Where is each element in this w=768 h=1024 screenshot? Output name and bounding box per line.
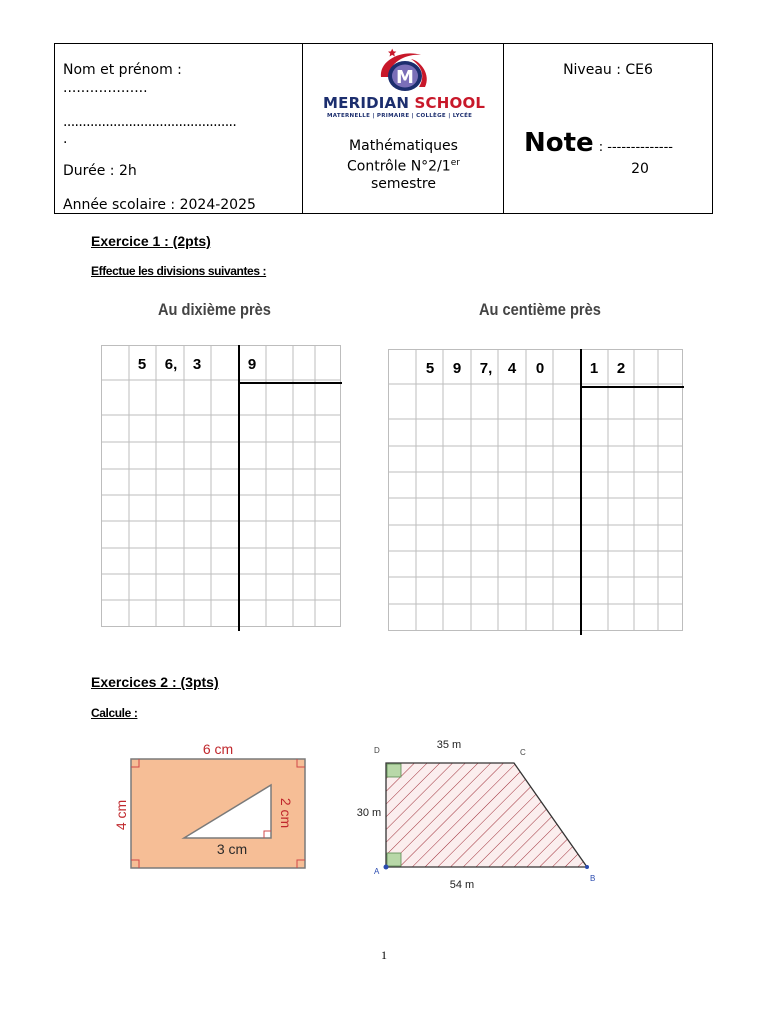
figure1-rectangle <box>108 738 312 874</box>
school-year: Année scolaire : 2024-2025 <box>63 197 256 213</box>
note-label: Note <box>524 128 594 158</box>
exercise1-instruction: Effectue les divisions suivantes : <box>91 264 267 278</box>
school-subject-cell <box>303 44 504 213</box>
division2-grid-lines <box>388 349 683 631</box>
name-label: Nom et prénom : <box>63 62 182 78</box>
header-table <box>54 43 713 214</box>
figure2-point-b <box>585 865 589 869</box>
figure2-left-label: 30 m <box>356 807 382 819</box>
logo-name-part1: MERIDIAN <box>323 94 410 112</box>
division1-grid-lines <box>101 345 341 627</box>
logo-subtitle: MATERNELLE | PRIMAIRE | COLLÈGE | LYCÉE <box>327 113 473 119</box>
division1-label: Au dixième près <box>158 300 271 319</box>
division2-dividend-digit: 9 <box>452 360 462 377</box>
division2-grid <box>388 349 685 636</box>
figure2-vertex-a: A <box>374 867 380 876</box>
semester-label: semestre <box>370 175 436 192</box>
figure1-triangle-right-label: 2 cm <box>278 797 294 829</box>
figure2-trapezoid <box>352 736 604 896</box>
exercise2-title: Exercices 2 : (3pts) <box>91 674 219 690</box>
test-superscript: er <box>450 158 460 168</box>
division1-grid <box>101 345 343 631</box>
logo-emblem-icon <box>375 47 435 95</box>
name-dots-line-3: . <box>63 131 68 147</box>
division2-dividend-digit: 4 <box>507 360 517 377</box>
division2-label: Au centième près <box>479 300 601 319</box>
logo-monogram: M <box>396 67 414 88</box>
figure2-vertex-c: C <box>520 748 526 757</box>
level-label: Niveau : CE6 <box>563 62 653 78</box>
exercise1-title: Exercice 1 : (2pts) <box>91 233 211 249</box>
note-total: 20 <box>631 161 649 177</box>
duration: Durée : 2h <box>63 163 137 179</box>
logo-school-name <box>323 94 485 112</box>
subject-block <box>303 138 504 193</box>
page-number: 1 <box>381 948 387 962</box>
name-dots-line-2: ............................................. <box>63 114 237 130</box>
school-logo <box>303 44 504 124</box>
figure2-hatching <box>382 756 592 871</box>
logo-name-part2: SCHOOL <box>414 94 486 112</box>
level-grade-cell <box>504 44 712 213</box>
figure1-top-label: 6 cm <box>202 741 234 757</box>
figure2-vertex-b: B <box>590 874 596 883</box>
figure2-right-angle-top <box>387 764 401 777</box>
division1-dividend-digit: 6, <box>164 356 178 373</box>
exercise2-instruction: Calcule : <box>91 706 138 720</box>
figure1-triangle-bottom-label: 3 cm <box>216 841 248 857</box>
division2-dividend-digit: 7, <box>479 360 493 377</box>
note-dashes: : -------------- <box>598 140 673 155</box>
test-title <box>303 155 504 176</box>
division1-dividend-digit: 3 <box>192 356 202 373</box>
division2-dividend-digit: 5 <box>425 360 435 377</box>
student-info-cell <box>55 44 303 213</box>
division2-divisor-digit: 1 <box>589 360 599 377</box>
subject-title: Mathématiques <box>349 138 458 154</box>
figure1-left-label: 4 cm <box>113 799 129 831</box>
note-block <box>524 128 673 158</box>
figure2-point-a <box>384 865 389 870</box>
figure2-bottom-label: 54 m <box>449 879 475 891</box>
figure2-right-angle-bottom <box>387 853 401 866</box>
division2-divisor-digit: 2 <box>616 360 626 377</box>
test-number: Contrôle N°2/1 <box>347 158 451 175</box>
division1-dividend-digit: 5 <box>137 356 147 373</box>
figure2-vertex-d: D <box>374 746 380 755</box>
division2-dividend-digit: 0 <box>535 360 545 377</box>
name-dots-line-1: ................... <box>63 80 148 96</box>
figure2-top-label: 35 m <box>436 739 462 751</box>
division1-divisor-digit: 9 <box>247 356 257 373</box>
